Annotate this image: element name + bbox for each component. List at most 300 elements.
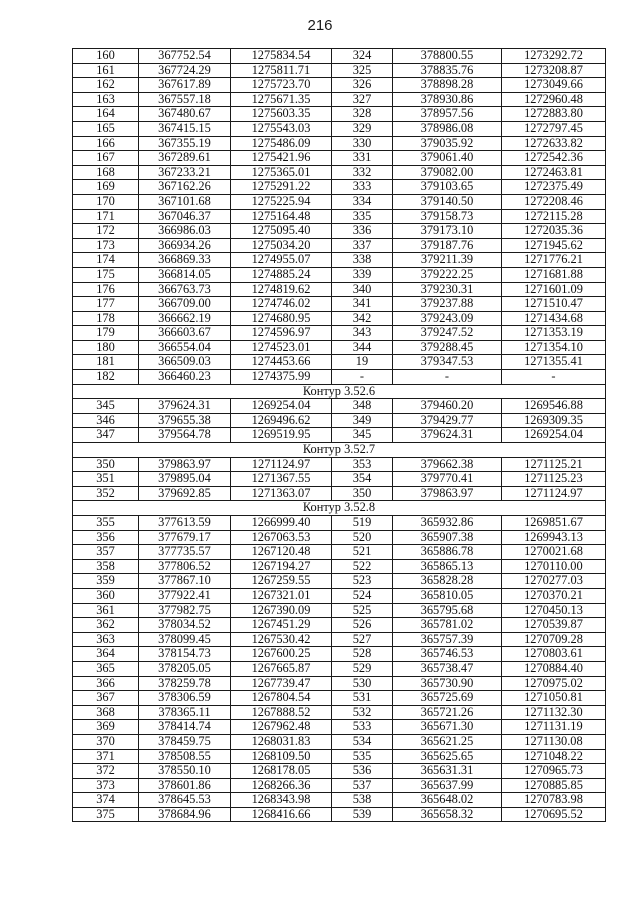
table-row [73,413,606,428]
point-number-cell: 347 [73,428,139,443]
point-number-cell: 520 [332,530,393,545]
point-number-cell: 19 [332,355,393,370]
table-row [73,793,606,808]
table-row [73,92,606,107]
y-coordinate-cell: 1267451.29 [231,618,332,633]
point-number-cell: 162 [73,78,139,93]
table-row [73,107,606,122]
y-coordinate-cell: 1275834.54 [231,49,332,64]
point-number-cell: 374 [73,793,139,808]
y-coordinate-cell: 1267739.47 [231,676,332,691]
y-coordinate-cell: 1271681.88 [502,267,606,282]
point-number-cell: 178 [73,311,139,326]
y-coordinate-cell: 1268343.98 [231,793,332,808]
table-row [73,151,606,166]
y-coordinate-cell: 1270539.87 [502,618,606,633]
y-coordinate-cell: 1271050.81 [502,691,606,706]
x-coordinate-cell: 367752.54 [139,49,231,64]
x-coordinate-cell: 379655.38 [139,413,231,428]
table-row [73,749,606,764]
point-number-cell: 336 [332,224,393,239]
point-number-cell: 179 [73,326,139,341]
y-coordinate-cell: 1268416.66 [231,807,332,822]
x-coordinate-cell: 378306.59 [139,691,231,706]
y-coordinate-cell: - [502,370,606,385]
x-coordinate-cell: 367355.19 [139,136,231,151]
x-coordinate-cell: 379347.53 [393,355,502,370]
y-coordinate-cell: 1274596.97 [231,326,332,341]
y-coordinate-cell: 1267390.09 [231,603,332,618]
x-coordinate-cell: 379662.38 [393,457,502,472]
point-number-cell: 524 [332,588,393,603]
x-coordinate-cell: 366869.33 [139,253,231,268]
x-coordinate-cell: 365730.90 [393,676,502,691]
x-coordinate-cell: 377867.10 [139,574,231,589]
x-coordinate-cell: 379692.85 [139,486,231,501]
table-row [73,778,606,793]
x-coordinate-cell: 367557.18 [139,92,231,107]
y-coordinate-cell: 1271363.07 [231,486,332,501]
x-coordinate-cell: 365637.99 [393,778,502,793]
y-coordinate-cell: 1274375.99 [231,370,332,385]
point-number-cell: 335 [332,209,393,224]
x-coordinate-cell: 377679.17 [139,530,231,545]
table-row [73,194,606,209]
point-number-cell: 333 [332,180,393,195]
point-number-cell: 166 [73,136,139,151]
x-coordinate-cell: 377982.75 [139,603,231,618]
point-number-cell: 332 [332,165,393,180]
table-row [73,647,606,662]
point-number-cell: 324 [332,49,393,64]
table-row [73,618,606,633]
x-coordinate-cell: 379035.92 [393,136,502,151]
point-number-cell: 521 [332,545,393,560]
point-number-cell: 327 [332,92,393,107]
y-coordinate-cell: 1270277.03 [502,574,606,589]
point-number-cell: 366 [73,676,139,691]
point-number-cell: 527 [332,632,393,647]
x-coordinate-cell: 379624.31 [139,399,231,414]
x-coordinate-cell: 365658.32 [393,807,502,822]
y-coordinate-cell: 1272633.82 [502,136,606,151]
x-coordinate-cell: 379863.97 [139,457,231,472]
x-coordinate-cell: 379247.52 [393,326,502,341]
x-coordinate-cell: 367233.21 [139,165,231,180]
y-coordinate-cell: 1274819.62 [231,282,332,297]
y-coordinate-cell: 1275486.09 [231,136,332,151]
x-coordinate-cell: 378986.08 [393,121,502,136]
point-number-cell: 177 [73,297,139,312]
point-number-cell: 343 [332,326,393,341]
x-coordinate-cell: 365810.05 [393,588,502,603]
y-coordinate-cell: 1267600.25 [231,647,332,662]
point-number-cell: 532 [332,705,393,720]
x-coordinate-cell: 366934.26 [139,238,231,253]
y-coordinate-cell: 1266999.40 [231,516,332,531]
x-coordinate-cell: 379624.31 [393,428,502,443]
point-number-cell: 173 [73,238,139,253]
point-number-cell: 528 [332,647,393,662]
point-number-cell: 535 [332,749,393,764]
x-coordinate-cell: 377806.52 [139,559,231,574]
y-coordinate-cell: 1270965.73 [502,764,606,779]
contour-section-row [73,443,606,458]
y-coordinate-cell: 1273292.72 [502,49,606,64]
y-coordinate-cell: 1269519.95 [231,428,332,443]
y-coordinate-cell: 1267120.48 [231,545,332,560]
y-coordinate-cell: 1274523.01 [231,340,332,355]
x-coordinate-cell: 378550.10 [139,764,231,779]
point-number-cell: 160 [73,49,139,64]
x-coordinate-cell: 365865.13 [393,559,502,574]
point-number-cell: 534 [332,734,393,749]
y-coordinate-cell: 1271131.19 [502,720,606,735]
x-coordinate-cell: 379187.76 [393,238,502,253]
y-coordinate-cell: 1270709.28 [502,632,606,647]
x-coordinate-cell: 365621.25 [393,734,502,749]
point-number-cell: 350 [73,457,139,472]
point-number-cell: 163 [73,92,139,107]
x-coordinate-cell: 379222.25 [393,267,502,282]
table-row [73,165,606,180]
y-coordinate-cell: 1275225.94 [231,194,332,209]
x-coordinate-cell: 378508.55 [139,749,231,764]
point-number-cell: 522 [332,559,393,574]
y-coordinate-cell: 1267530.42 [231,632,332,647]
y-coordinate-cell: 1272208.46 [502,194,606,209]
table-row [73,472,606,487]
y-coordinate-cell: 1271124.97 [231,457,332,472]
x-coordinate-cell: 379460.20 [393,399,502,414]
point-number-cell: 339 [332,267,393,282]
y-coordinate-cell: 1271354.10 [502,340,606,355]
y-coordinate-cell: 1269496.62 [231,413,332,428]
point-number-cell: 341 [332,297,393,312]
y-coordinate-cell: 1272883.80 [502,107,606,122]
y-coordinate-cell: 1267063.53 [231,530,332,545]
y-coordinate-cell: 1271048.22 [502,749,606,764]
y-coordinate-cell: 1275603.35 [231,107,332,122]
y-coordinate-cell: 1270884.40 [502,661,606,676]
x-coordinate-cell: 366814.05 [139,267,231,282]
point-number-cell: 356 [73,530,139,545]
point-number-cell: 334 [332,194,393,209]
y-coordinate-cell: 1272960.48 [502,92,606,107]
y-coordinate-cell: 1272463.81 [502,165,606,180]
table-row [73,78,606,93]
table-row [73,370,606,385]
y-coordinate-cell: 1275034.20 [231,238,332,253]
point-number-cell: 182 [73,370,139,385]
point-number-cell: 164 [73,107,139,122]
table-row [73,180,606,195]
point-number-cell: 169 [73,180,139,195]
x-coordinate-cell: 366460.23 [139,370,231,385]
point-number-cell: 357 [73,545,139,560]
point-number-cell: 338 [332,253,393,268]
y-coordinate-cell: 1268178.05 [231,764,332,779]
x-coordinate-cell: 379243.09 [393,311,502,326]
point-number-cell: 529 [332,661,393,676]
x-coordinate-cell: 378930.86 [393,92,502,107]
x-coordinate-cell: 378034.52 [139,618,231,633]
table-row [73,661,606,676]
point-number-cell: 365 [73,661,139,676]
y-coordinate-cell: 1273208.87 [502,63,606,78]
x-coordinate-cell: 365625.65 [393,749,502,764]
x-coordinate-cell: 378835.76 [393,63,502,78]
y-coordinate-cell: 1270975.02 [502,676,606,691]
x-coordinate-cell: 379103.65 [393,180,502,195]
table-row [73,209,606,224]
y-coordinate-cell: 1271125.21 [502,457,606,472]
y-coordinate-cell: 1271353.19 [502,326,606,341]
point-number-cell: - [332,370,393,385]
x-coordinate-cell: 366709.00 [139,297,231,312]
y-coordinate-cell: 1275671.35 [231,92,332,107]
page-number: 216 [307,17,333,34]
y-coordinate-cell: 1270021.68 [502,545,606,560]
y-coordinate-cell: 1274453.66 [231,355,332,370]
point-number-cell: 526 [332,618,393,633]
x-coordinate-cell: 378154.73 [139,647,231,662]
coordinates-table-body [73,49,606,822]
y-coordinate-cell: 1267665.87 [231,661,332,676]
table-row [73,486,606,501]
x-coordinate-cell: 365795.68 [393,603,502,618]
table-row [73,267,606,282]
point-number-cell: 167 [73,151,139,166]
x-coordinate-cell: 379173.10 [393,224,502,239]
point-number-cell: 359 [73,574,139,589]
point-number-cell: 350 [332,486,393,501]
y-coordinate-cell: 1271510.47 [502,297,606,312]
table-row [73,588,606,603]
point-number-cell: 537 [332,778,393,793]
table-row [73,311,606,326]
x-coordinate-cell: 367724.29 [139,63,231,78]
y-coordinate-cell: 1271367.55 [231,472,332,487]
point-number-cell: 355 [73,516,139,531]
x-coordinate-cell: 365886.78 [393,545,502,560]
table-row [73,428,606,443]
table-row [73,720,606,735]
y-coordinate-cell: 1267804.54 [231,691,332,706]
y-coordinate-cell: 1270370.21 [502,588,606,603]
point-number-cell: 531 [332,691,393,706]
x-coordinate-cell: 377613.59 [139,516,231,531]
point-number-cell: 176 [73,282,139,297]
x-coordinate-cell: 378957.56 [393,107,502,122]
table-row [73,326,606,341]
x-coordinate-cell: 377735.57 [139,545,231,560]
x-coordinate-cell: 367480.67 [139,107,231,122]
x-coordinate-cell: 365725.69 [393,691,502,706]
x-coordinate-cell: 378898.28 [393,78,502,93]
y-coordinate-cell: 1271124.97 [502,486,606,501]
table-row [73,574,606,589]
point-number-cell: 345 [332,428,393,443]
x-coordinate-cell: 379429.77 [393,413,502,428]
point-number-cell: 368 [73,705,139,720]
table-row [73,121,606,136]
point-number-cell: 170 [73,194,139,209]
point-number-cell: 165 [73,121,139,136]
y-coordinate-cell: 1269546.88 [502,399,606,414]
y-coordinate-cell: 1275365.01 [231,165,332,180]
table-row [73,676,606,691]
y-coordinate-cell: 1272375.49 [502,180,606,195]
y-coordinate-cell: 1267194.27 [231,559,332,574]
y-coordinate-cell: 1274746.02 [231,297,332,312]
x-coordinate-cell: 367162.26 [139,180,231,195]
y-coordinate-cell: 1272542.36 [502,151,606,166]
table-row [73,340,606,355]
y-coordinate-cell: 1267259.55 [231,574,332,589]
x-coordinate-cell: 378259.78 [139,676,231,691]
y-coordinate-cell: 1275164.48 [231,209,332,224]
point-number-cell: 538 [332,793,393,808]
y-coordinate-cell: 1270695.52 [502,807,606,822]
point-number-cell: 364 [73,647,139,662]
y-coordinate-cell: 1274955.07 [231,253,332,268]
x-coordinate-cell: 365932.86 [393,516,502,531]
point-number-cell: 354 [332,472,393,487]
table-row [73,282,606,297]
y-coordinate-cell: 1269254.04 [502,428,606,443]
y-coordinate-cell: 1272797.45 [502,121,606,136]
x-coordinate-cell: 379211.39 [393,253,502,268]
x-coordinate-cell: 365746.53 [393,647,502,662]
x-coordinate-cell: 379061.40 [393,151,502,166]
x-coordinate-cell: 367101.68 [139,194,231,209]
point-number-cell: 353 [332,457,393,472]
point-number-cell: 348 [332,399,393,414]
x-coordinate-cell: 379863.97 [393,486,502,501]
x-coordinate-cell: - [393,370,502,385]
point-number-cell: 349 [332,413,393,428]
x-coordinate-cell: 365738.47 [393,661,502,676]
y-coordinate-cell: 1267888.52 [231,705,332,720]
y-coordinate-cell: 1270450.13 [502,603,606,618]
x-coordinate-cell: 379158.73 [393,209,502,224]
y-coordinate-cell: 1269254.04 [231,399,332,414]
x-coordinate-cell: 365757.39 [393,632,502,647]
point-number-cell: 519 [332,516,393,531]
point-number-cell: 331 [332,151,393,166]
point-number-cell: 161 [73,63,139,78]
y-coordinate-cell: 1272115.28 [502,209,606,224]
coordinates-table [72,48,606,822]
x-coordinate-cell: 365631.31 [393,764,502,779]
point-number-cell: 539 [332,807,393,822]
x-coordinate-cell: 379895.04 [139,472,231,487]
point-number-cell: 337 [332,238,393,253]
point-number-cell: 375 [73,807,139,822]
y-coordinate-cell: 1271434.68 [502,311,606,326]
point-number-cell: 372 [73,764,139,779]
table-row [73,545,606,560]
y-coordinate-cell: 1270783.98 [502,793,606,808]
table-row [73,603,606,618]
point-number-cell: 370 [73,734,139,749]
x-coordinate-cell: 379237.88 [393,297,502,312]
y-coordinate-cell: 1270110.00 [502,559,606,574]
point-number-cell: 525 [332,603,393,618]
point-number-cell: 523 [332,574,393,589]
y-coordinate-cell: 1271355.41 [502,355,606,370]
y-coordinate-cell: 1269943.13 [502,530,606,545]
y-coordinate-cell: 1273049.66 [502,78,606,93]
y-coordinate-cell: 1271601.09 [502,282,606,297]
table-row [73,136,606,151]
point-number-cell: 533 [332,720,393,735]
y-coordinate-cell: 1274680.95 [231,311,332,326]
point-number-cell: 360 [73,588,139,603]
contour-section-row [73,501,606,516]
y-coordinate-cell: 1271130.08 [502,734,606,749]
y-coordinate-cell: 1269851.67 [502,516,606,531]
x-coordinate-cell: 365721.26 [393,705,502,720]
x-coordinate-cell: 365907.38 [393,530,502,545]
point-number-cell: 329 [332,121,393,136]
point-number-cell: 369 [73,720,139,735]
x-coordinate-cell: 367415.15 [139,121,231,136]
y-coordinate-cell: 1275723.70 [231,78,332,93]
x-coordinate-cell: 379288.45 [393,340,502,355]
y-coordinate-cell: 1270803.61 [502,647,606,662]
point-number-cell: 346 [73,413,139,428]
x-coordinate-cell: 378205.05 [139,661,231,676]
x-coordinate-cell: 378684.96 [139,807,231,822]
x-coordinate-cell: 365648.02 [393,793,502,808]
x-coordinate-cell: 367289.61 [139,151,231,166]
x-coordinate-cell: 366509.03 [139,355,231,370]
x-coordinate-cell: 378645.53 [139,793,231,808]
table-row [73,224,606,239]
contour-section-title: Контур 3.52.7 [73,443,606,458]
x-coordinate-cell: 379082.00 [393,165,502,180]
point-number-cell: 330 [332,136,393,151]
point-number-cell: 175 [73,267,139,282]
table-row [73,632,606,647]
table-row [73,516,606,531]
x-coordinate-cell: 379230.31 [393,282,502,297]
y-coordinate-cell: 1275291.22 [231,180,332,195]
point-number-cell: 345 [73,399,139,414]
y-coordinate-cell: 1272035.36 [502,224,606,239]
point-number-cell: 328 [332,107,393,122]
x-coordinate-cell: 378800.55 [393,49,502,64]
point-number-cell: 367 [73,691,139,706]
point-number-cell: 180 [73,340,139,355]
x-coordinate-cell: 366554.04 [139,340,231,355]
x-coordinate-cell: 378414.74 [139,720,231,735]
point-number-cell: 363 [73,632,139,647]
point-number-cell: 340 [332,282,393,297]
point-number-cell: 168 [73,165,139,180]
y-coordinate-cell: 1270885.85 [502,778,606,793]
table-row [73,807,606,822]
x-coordinate-cell: 379564.78 [139,428,231,443]
x-coordinate-cell: 366986.03 [139,224,231,239]
x-coordinate-cell: 378601.86 [139,778,231,793]
table-row [73,63,606,78]
table-row [73,734,606,749]
point-number-cell: 358 [73,559,139,574]
point-number-cell: 172 [73,224,139,239]
